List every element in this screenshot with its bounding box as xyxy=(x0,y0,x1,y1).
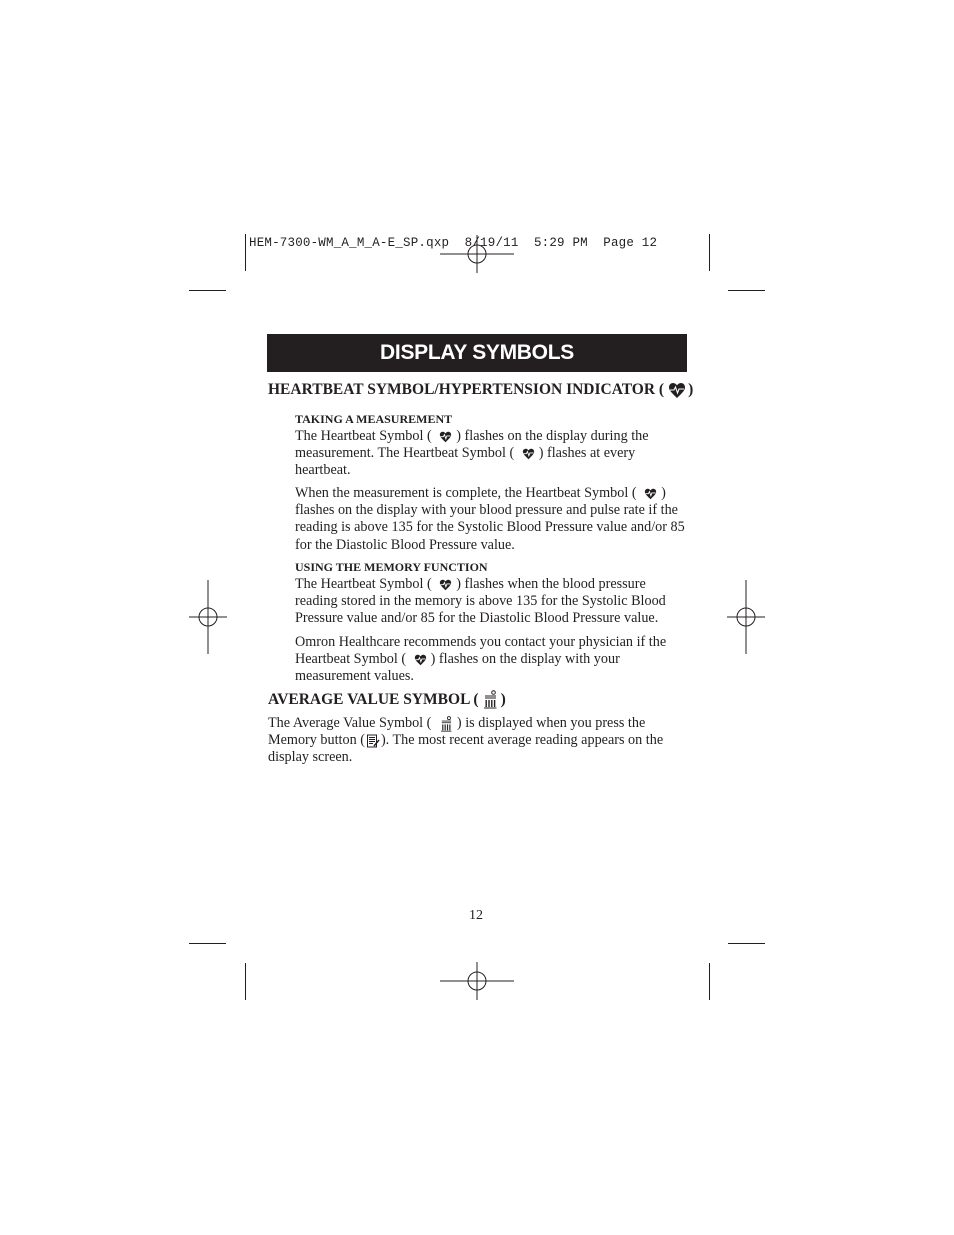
text-line: measurement. The Heartbeat Symbol ( xyxy=(295,445,515,462)
text-line: flashes on the display with your blood pressure and pulse rate if the xyxy=(295,502,678,519)
memory-paragraph-1 xyxy=(295,576,666,628)
memory-paragraph-2 xyxy=(295,634,666,686)
heartbeat-icon xyxy=(668,382,686,399)
crop-mark xyxy=(728,290,765,291)
registration-bar-top xyxy=(440,235,514,273)
registration-bar-bottom xyxy=(440,962,514,1000)
heartbeat-icon xyxy=(644,488,657,500)
average-heading-close: ) xyxy=(500,690,506,708)
text-line: The Average Value Symbol ( xyxy=(268,715,432,731)
subheading-taking-measurement: TAKING A MEASUREMENT xyxy=(295,412,453,426)
heartbeat-icon xyxy=(522,448,535,460)
heartbeat-heading-text: HEARTBEAT SYMBOL/HYPERTENSION INDICATOR ( xyxy=(268,381,665,398)
text-line: ) flashes on the display with your xyxy=(430,651,620,668)
text-line: ) flashes when the blood pressure xyxy=(456,576,646,592)
heartbeat-heading xyxy=(268,381,693,399)
average-heading xyxy=(268,690,506,709)
text-line: Omron Healthcare recommends you contact your physician if the xyxy=(295,634,667,650)
text-line: for the Diastolic Blood Pressure value. xyxy=(295,536,515,553)
text-line: Pressure value and/or 85 for the Diastolic Blood Pressure value. xyxy=(295,610,659,627)
text-line: heartbeat. xyxy=(295,462,351,479)
banner-title: DISPLAY SYMBOLS xyxy=(380,341,574,364)
registration-bar-right xyxy=(727,580,765,654)
text-line: The Heartbeat Symbol ( xyxy=(295,576,432,592)
crop-mark xyxy=(189,290,226,291)
crop-mark xyxy=(189,943,226,944)
crop-mark xyxy=(709,963,710,1000)
average-heading-text: AVERAGE VALUE SYMBOL ( xyxy=(268,690,479,708)
text-line: measurement values. xyxy=(295,668,414,685)
average-paragraph xyxy=(268,715,663,767)
text-line: ). The most recent average reading appears on the xyxy=(380,732,664,749)
text-line: reading is above 135 for the Systolic Blood Pressure value and/or 85 xyxy=(295,519,685,536)
text-line: When the measurement is complete, the Heartbeat Symbol ( xyxy=(295,485,637,501)
heartbeat-heading-close: ) xyxy=(688,381,694,398)
crop-mark xyxy=(245,963,246,1000)
crop-mark xyxy=(728,943,765,944)
section-banner xyxy=(267,334,687,372)
text-line: ) flashes at every xyxy=(538,445,636,462)
crop-mark xyxy=(245,234,246,271)
text-line: ) xyxy=(661,485,666,501)
taking-paragraph-2 xyxy=(295,485,685,554)
heartbeat-icon xyxy=(414,654,427,666)
text-line: ) flashes on the display during the xyxy=(456,428,649,444)
text-line: ) is displayed when you press the xyxy=(456,715,646,731)
heartbeat-icon xyxy=(439,431,452,443)
text-line: display screen. xyxy=(268,749,353,766)
crop-mark xyxy=(709,234,710,271)
file-slug: HEM-7300-WM_A_M_A-E_SP.qxp 8/19/11 5:29 PM Page 12 xyxy=(249,236,658,250)
text-line: Memory button ( xyxy=(268,732,365,749)
subheading-memory-function: USING THE MEMORY FUNCTION xyxy=(295,560,488,574)
average-value-icon xyxy=(440,716,452,732)
taking-paragraph-1 xyxy=(295,428,649,480)
memory-button-icon xyxy=(366,734,380,748)
registration-bar-left xyxy=(189,580,227,654)
average-value-icon xyxy=(483,690,497,709)
heartbeat-icon xyxy=(439,579,452,591)
page-number: 12 xyxy=(469,908,483,923)
text-line: Heartbeat Symbol ( xyxy=(295,651,407,668)
text-line: reading stored in the memory is above 135 for the Systolic Blood xyxy=(295,593,666,610)
text-line: The Heartbeat Symbol ( xyxy=(295,428,432,444)
